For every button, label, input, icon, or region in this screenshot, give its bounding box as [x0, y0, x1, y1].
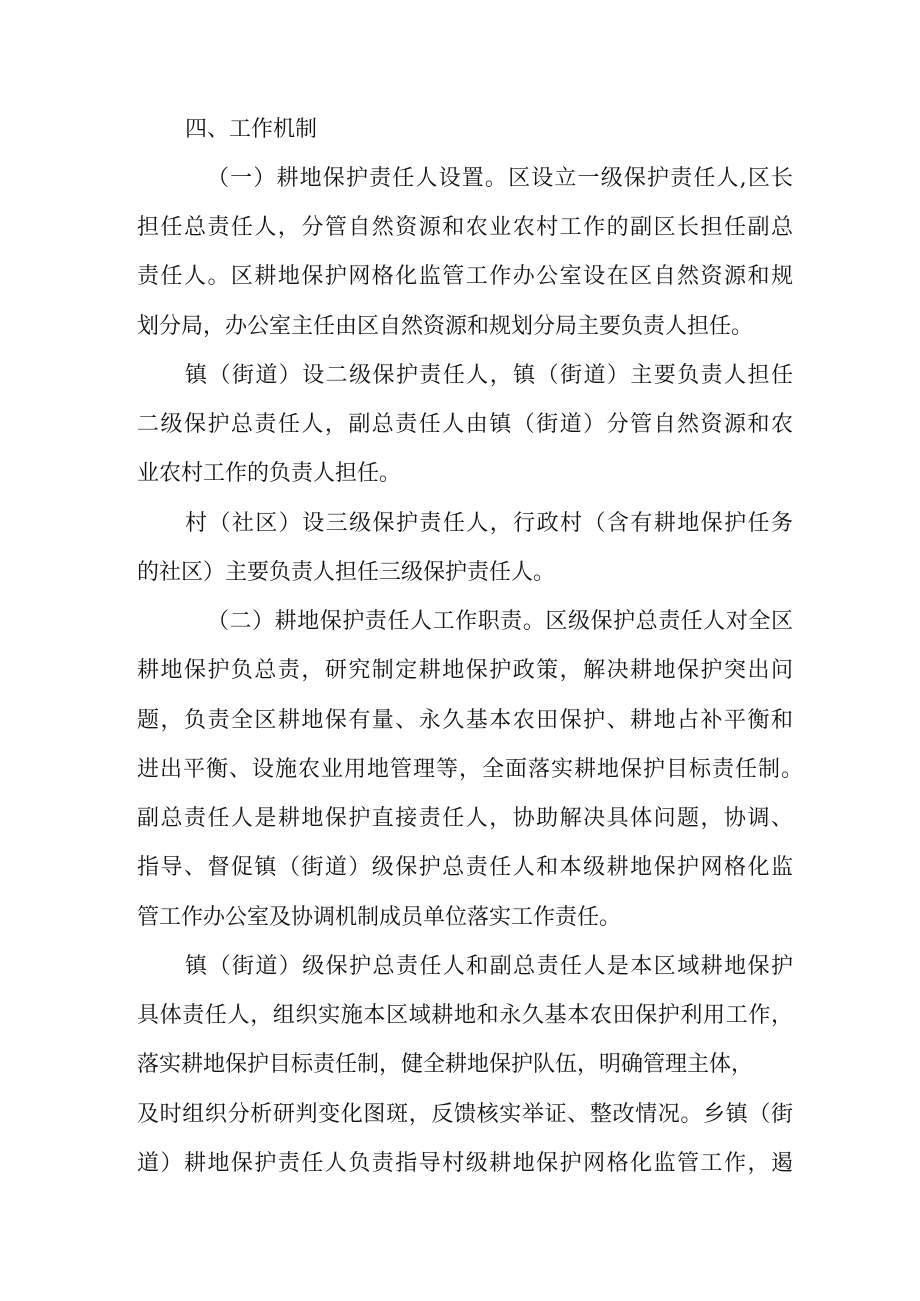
paragraph-line: 责任人。区耕地保护网格化监管工作办公室设在区自然资源和规 [137, 264, 793, 289]
paragraph-line: 具体责任人，组织实施本区域耕地和永久基本农田保护利用工作， [137, 1003, 793, 1028]
paragraph-line: （二）耕地保护责任人工作职责。区级保护总责任人对全区 [207, 609, 793, 634]
section-heading: 四、工作机制 [185, 117, 318, 142]
paragraph-line: 镇（街道）级保护总责任人和副总责任人是本区域耕地保护 [185, 954, 793, 979]
paragraph-line: 划分局，办公室主任由区自然资源和规划分局主要负责人担任。 [137, 314, 754, 339]
paragraph-line: 副总责任人是耕地保护直接责任人，协助解决具体问题，协调、 [137, 806, 793, 831]
paragraph-line: 业农村工作的负责人担任。 [137, 461, 402, 486]
paragraph-line: 担任总责任人，分管自然资源和农业农村工作的副区长担任副总 [137, 215, 793, 240]
paragraph-line: （一）耕地保护责任人设置。区设立一级保护责任人,区长 [207, 166, 793, 191]
paragraph-line: 指导、督促镇（街道）级保护总责任人和本级耕地保护网格化监 [137, 855, 793, 880]
paragraph-line: 进出平衡、设施农业用地管理等，全面落实耕地保护目标责任制。 [137, 757, 803, 782]
paragraph-line: 镇（街道）设二级保护责任人，镇（街道）主要负责人担任 [185, 363, 793, 388]
paragraph-line: 的社区）主要负责人担任三级保护责任人。 [137, 560, 556, 585]
paragraph-line: 耕地保护负总责，研究制定耕地保护政策，解决耕地保护突出问 [137, 658, 793, 683]
paragraph-line: 题，负责全区耕地保有量、永久基本农田保护、耕地占补平衡和 [137, 708, 793, 733]
paragraph-line: 及时组织分析研判变化图斑，反馈核实举证、整改情况。乡镇（街 [137, 1102, 793, 1127]
paragraph-line: 道）耕地保护责任人负责指导村级耕地保护网格化监管工作，遏 [137, 1151, 793, 1176]
paragraph-line: 管工作办公室及协调机制成员单位落实工作责任。 [137, 905, 622, 930]
paragraph-line: 二级保护总责任人，副总责任人由镇（街道）分管自然资源和农 [137, 412, 793, 437]
paragraph-line: 村（社区）设三级保护责任人，行政村（含有耕地保护任务 [185, 511, 793, 536]
paragraph-line: 落实耕地保护目标责任制，健全耕地保护队伍，明确管理主体， [137, 1052, 754, 1077]
